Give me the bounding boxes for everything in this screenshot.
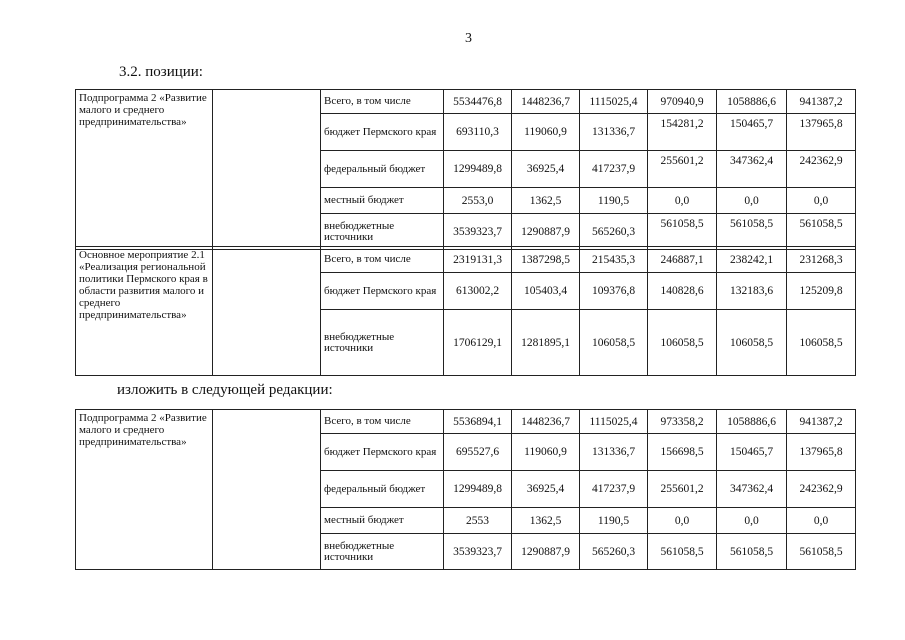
value-cell: 1115025,4 [580,410,648,434]
value-cell: 1448236,7 [512,410,580,434]
value-cell: 119060,9 [512,434,580,471]
value-cell: 242362,9 [787,471,856,508]
value-cell: 1058886,6 [717,90,787,114]
value-cell: 36925,4 [512,151,580,188]
value-cell: 0,0 [648,188,717,214]
value-cell: 255601,2 [648,471,717,508]
value-cell: 1706129,1 [444,310,512,376]
value-cell: 1281895,1 [512,310,580,376]
value-cell: 1190,5 [580,188,648,214]
value-cell: 565260,3 [580,214,648,250]
value-cell: 561058,5 [717,534,787,570]
value-cell: 1362,5 [512,508,580,534]
value-cell: 2553 [444,508,512,534]
block-name: Подпрограмма 2 «Развитие малого и среднего предпринимательства» [76,90,213,250]
value-cell: 1387298,5 [512,247,580,273]
table-row [76,247,856,273]
value-cell: 242362,9 [787,151,856,188]
value-cell: 941387,2 [787,90,856,114]
value-cell: 941387,2 [787,410,856,434]
source-cell: Всего, в том числе [321,247,444,273]
value-cell: 1299489,8 [444,471,512,508]
value-cell: 0,0 [787,508,856,534]
value-cell: 613002,2 [444,273,512,310]
section-heading: 3.2. позиции: [119,64,203,80]
value-cell: 973358,2 [648,410,717,434]
value-cell: 1299489,8 [444,151,512,188]
value-cell: 561058,5 [787,214,856,250]
value-cell: 1115025,4 [580,90,648,114]
value-cell: 137965,8 [787,114,856,151]
table-row [76,90,856,114]
empty-cell [213,90,321,250]
value-cell: 5534476,8 [444,90,512,114]
value-cell: 1362,5 [512,188,580,214]
source-cell: внебюджетные источники [321,310,444,376]
table-before-activity [75,246,856,376]
source-cell: бюджет Пермского края [321,434,444,471]
source-cell: бюджет Пермского края [321,273,444,310]
value-cell: 119060,9 [512,114,580,151]
value-cell: 1448236,7 [512,90,580,114]
value-cell: 140828,6 [648,273,717,310]
table-before-subprogram [75,89,856,250]
value-cell: 970940,9 [648,90,717,114]
value-cell: 156698,5 [648,434,717,471]
source-cell: Всего, в том числе [321,410,444,434]
value-cell: 150465,7 [717,114,787,151]
value-cell: 0,0 [648,508,717,534]
value-cell: 106058,5 [717,310,787,376]
value-cell: 238242,1 [717,247,787,273]
value-cell: 1290887,9 [512,214,580,250]
value-cell: 36925,4 [512,471,580,508]
value-cell: 106058,5 [787,310,856,376]
value-cell: 255601,2 [648,151,717,188]
block-name: Подпрограмма 2 «Развитие малого и среднего предпринимательства» [76,410,213,570]
empty-cell [213,410,321,570]
value-cell: 2553,0 [444,188,512,214]
value-cell: 105403,4 [512,273,580,310]
value-cell: 3539323,7 [444,534,512,570]
value-cell: 561058,5 [648,534,717,570]
value-cell: 695527,6 [444,434,512,471]
value-cell: 131336,7 [580,114,648,151]
empty-cell [213,247,321,376]
source-cell: Всего, в том числе [321,90,444,114]
block-name: Основное мероприятие 2.1 «Реализация региональной политики Пермского края в области развития малого и среднего предпринимательства» [76,247,213,376]
value-cell: 417237,9 [580,151,648,188]
value-cell: 693110,3 [444,114,512,151]
source-cell: внебюджетные источники [321,214,444,250]
source-cell: бюджет Пермского края [321,114,444,151]
value-cell: 0,0 [787,188,856,214]
value-cell: 5536894,1 [444,410,512,434]
value-cell: 561058,5 [787,534,856,570]
source-cell: федеральный бюджет [321,471,444,508]
table-row [76,410,856,434]
value-cell: 215435,3 [580,247,648,273]
value-cell: 1058886,6 [717,410,787,434]
value-cell: 137965,8 [787,434,856,471]
value-cell: 132183,6 [717,273,787,310]
source-cell: местный бюджет [321,508,444,534]
source-cell: местный бюджет [321,188,444,214]
value-cell: 3539323,7 [444,214,512,250]
value-cell: 0,0 [717,188,787,214]
replacement-heading: изложить в следующей редакции: [117,382,333,398]
value-cell: 0,0 [717,508,787,534]
value-cell: 561058,5 [648,214,717,250]
table-after-subprogram [75,409,856,570]
value-cell: 1290887,9 [512,534,580,570]
value-cell: 150465,7 [717,434,787,471]
value-cell: 1190,5 [580,508,648,534]
value-cell: 347362,4 [717,471,787,508]
value-cell: 246887,1 [648,247,717,273]
value-cell: 417237,9 [580,471,648,508]
value-cell: 2319131,3 [444,247,512,273]
value-cell: 347362,4 [717,151,787,188]
value-cell: 131336,7 [580,434,648,471]
page-number: 3 [465,31,472,46]
source-cell: внебюджетные источники [321,534,444,570]
value-cell: 565260,3 [580,534,648,570]
value-cell: 106058,5 [580,310,648,376]
value-cell: 125209,8 [787,273,856,310]
value-cell: 231268,3 [787,247,856,273]
source-cell: федеральный бюджет [321,151,444,188]
value-cell: 154281,2 [648,114,717,151]
value-cell: 561058,5 [717,214,787,250]
value-cell: 106058,5 [648,310,717,376]
value-cell: 109376,8 [580,273,648,310]
